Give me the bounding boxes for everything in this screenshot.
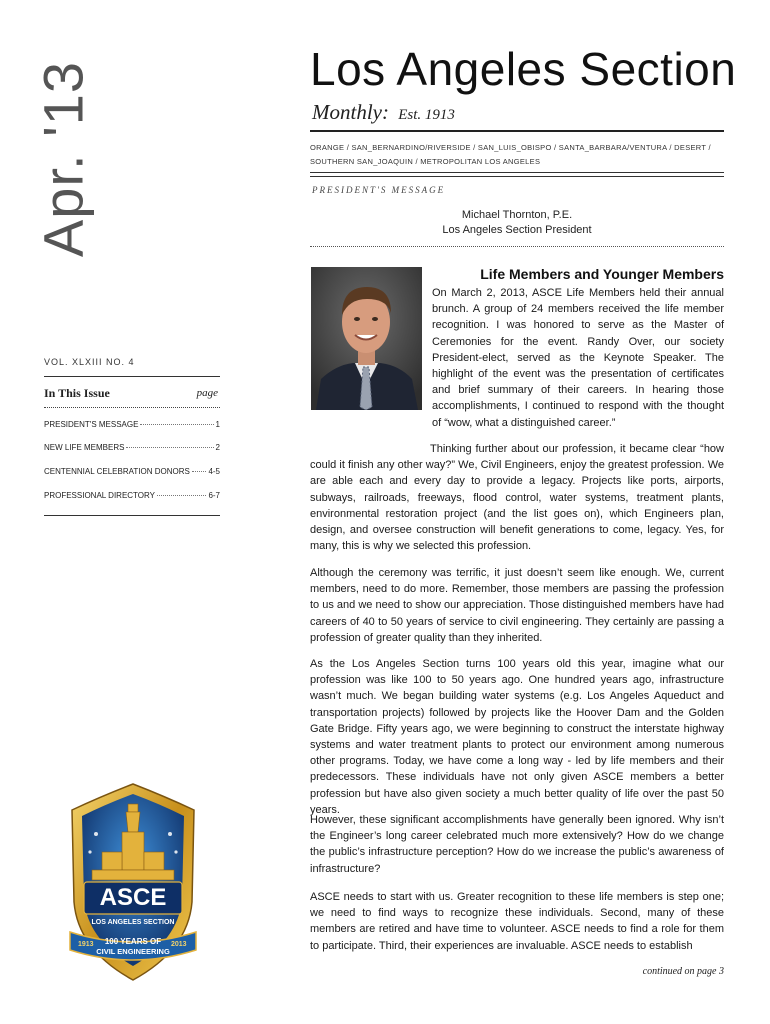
established-label: Est. 1913 [398, 107, 455, 123]
logo-year-left: 1913 [78, 941, 94, 948]
president-photo [311, 267, 422, 410]
logo-year-right: 2013 [171, 941, 187, 948]
logo-section-text: LOS ANGELES SECTION [91, 919, 175, 926]
toc-item-page: 4-5 [208, 467, 220, 476]
volume-label: VOL. XLXIII NO. 4 [44, 357, 135, 367]
toc-item-page: 2 [215, 443, 220, 452]
toc-heading [44, 386, 220, 401]
sidebar-rule-bottom [44, 515, 220, 516]
masthead-subtitle [312, 100, 455, 125]
toc-leader [140, 424, 213, 425]
continued-link[interactable]: continued on page 3 [642, 966, 724, 977]
toc-item-page: 6-7 [208, 491, 220, 500]
article-paragraph-4: As the Los Angeles Section turns 100 years old this year, imagine what our profession was like 100 to 50 years ago. One hundred years ago, infrastructure wasn’t much. We began building water systems (e.g. Los Angeles Aqueduct and transportation projects) followed by projects like the Hoover Dam and the Golden Gate Bridge. Fifty years ago, we were beginning to construct the interstate highway systems and water treatment plants to protect our environment among numerous other programs. Today, we have come a long way - led by life members and their predecessors. These individuals have not only given ASCE members a better profession but have also given society a much better quality of life over the past 50 years. [310, 658, 724, 816]
toc-item-new-life-members[interactable] [44, 443, 220, 452]
article-paragraph-5: However, these significant accomplishments have generally been ignored. Why isn’t the Engineer’s long career celebrated much more extensively? How do we change the public’s infrastructure perception? How do we increase the public’s awareness of infrastructure? [310, 814, 724, 875]
article-paragraph-1: On March 2, 2013, ASCE Life Members held their annual brunch. A group of 24 members received the life member recognition. I was honored to serve as the Master of Ceremonies for the event. Randy Over, our society President-elect, served as the Keynote Speaker. The highlight of the event was the presentation of certificates and brief summary of their careers. In hearing those accomplishments, I continued to respond with the thought of “wow, what a distinguished career.” [432, 287, 724, 429]
regions-list [310, 141, 724, 169]
article-paragraph-2: Thinking further about our profession, it became clear “how could it finish any other way?” We, Civil Engineers, enjoy the greatest profession. We are able each and every day to provide a legacy. Projects like ports, airports, subways, railroads, freeways, flood control, water systems, treatment plants, environmental restoration project (and the list goes on), which Engineers plan, design, and oversee construction will benefit generations to come, legacy. Yes, for many, this is why we selected this profession. [310, 443, 724, 553]
toc-item-label: NEW LIFE MEMBERS [44, 443, 125, 452]
toc-page-label: page [196, 387, 218, 399]
logo-ribbon-line-2: CIVIL ENGINEERING [96, 947, 170, 956]
issue-date: Apr. '13 [31, 60, 95, 258]
regions-divider [310, 172, 724, 177]
logo-org-text: ASCE [99, 884, 167, 911]
toc-item-presidents-message[interactable] [44, 420, 220, 429]
byline-divider [310, 246, 724, 247]
regions-line-2: SOUTHERN SAN_JOAQUIN / METROPOLITAN LOS ANGELES [310, 157, 541, 166]
sidebar-rule-top [44, 376, 220, 377]
asce-centennial-logo [66, 782, 200, 982]
author-role: Los Angeles Section President [442, 224, 592, 236]
toc-item-label: CENTENNIAL CELEBRATION DONORS [44, 467, 190, 476]
toc-item-label: PROFESSIONAL DIRECTORY [44, 491, 155, 500]
toc-leader [192, 471, 207, 472]
centennial-badge-icon [66, 782, 200, 982]
author-name: Michael Thornton, P.E. [461, 209, 573, 221]
byline [310, 208, 724, 238]
section-label: PRESIDENT'S MESSAGE [312, 185, 446, 195]
logo-ribbon-line-1: 100 YEARS OF [104, 937, 162, 946]
article-paragraph-6: ASCE needs to start with us. Greater recognition to these life members is step one; we need to find ways to recognize these individuals. Second, many of these members are retired and have time to volunteer. ASCE needs to find a role for them to participate. Third, their experiences are invaluable. ASCE needs to establish [310, 891, 724, 952]
toc-title: In This Issue [44, 386, 110, 400]
regions-line-1: ORANGE / SAN_BERNARDINO/RIVERSIDE / SAN_LUIS_OBISPO / SANTA_BARBARA/VENTURA / DESERT / [310, 143, 711, 152]
article-paragraph-3: Although the ceremony was terrific, it just doesn’t seem like enough. We, current members, need to do more. Remember, those members are passing the profession to us and we need to show our appreciation. Those distinguished members have had careers of 40 to 50 years of service to civil engineering. They certainly are passing a profession of greater quality than they inherited. [310, 567, 724, 644]
article-title: Life Members and Younger Members [480, 266, 724, 282]
sidebar-rule-dotted [44, 407, 220, 408]
toc-item-page: 1 [215, 420, 220, 429]
masthead-title: Los Angeles Section [310, 43, 737, 95]
portrait-illustration [311, 267, 422, 410]
monthly-label: Monthly: [312, 100, 389, 124]
toc-leader [157, 495, 206, 496]
toc-item-label: PRESIDENT'S MESSAGE [44, 420, 139, 429]
masthead-rule [310, 130, 724, 132]
toc-leader [126, 447, 213, 448]
toc-item-professional-directory[interactable] [44, 491, 220, 500]
toc-item-centennial-donors[interactable] [44, 467, 220, 476]
